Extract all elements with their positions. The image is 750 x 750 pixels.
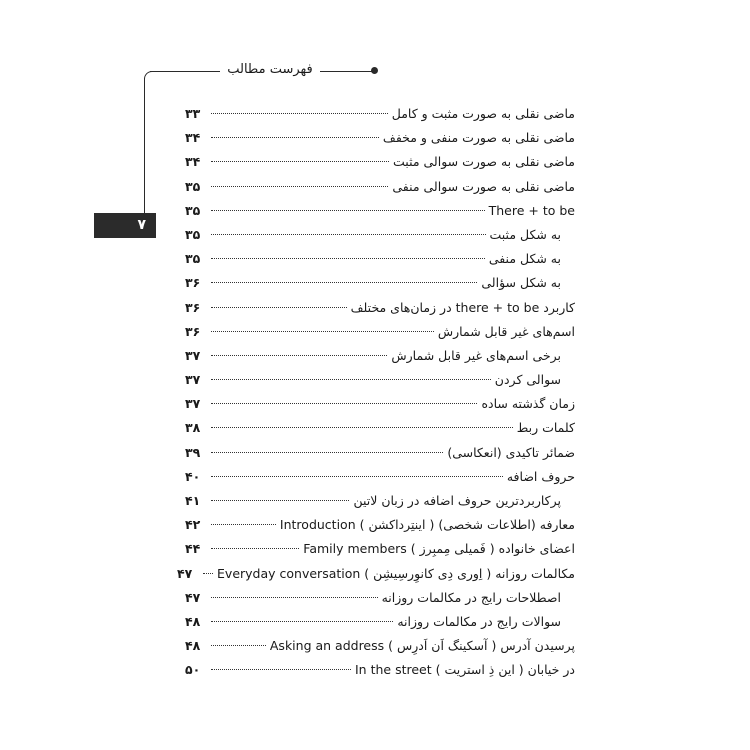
toc-entry-page-number: ۴۰ (185, 468, 201, 484)
toc-entry-page-number: ۴۷ (185, 589, 201, 605)
frame-corner (144, 71, 155, 82)
toc-entry-title: به شکل سؤالی (481, 275, 561, 291)
toc-dot-leader (211, 452, 443, 453)
toc-entry[interactable] (177, 562, 575, 586)
toc-entry-page-number: ۳۵ (185, 251, 201, 267)
toc-entry[interactable] (185, 175, 575, 199)
toc-entry-title: سوالی کردن (494, 372, 561, 388)
toc-entry-page-number: ۳۶ (185, 323, 201, 339)
toc-entry-page-number: ۳۷ (185, 396, 201, 412)
toc-dot-leader (211, 403, 477, 404)
toc-dot-leader (211, 137, 379, 138)
toc-entry[interactable] (185, 537, 575, 561)
toc-entry-title: به شکل مثبت (489, 226, 561, 242)
toc-dot-leader (211, 307, 347, 308)
toc-entry-page-number: ۴۷ (177, 565, 193, 581)
toc-entry[interactable] (185, 150, 575, 174)
toc-dot-leader (211, 669, 351, 670)
toc-entry[interactable] (185, 586, 575, 610)
toc-entry[interactable] (185, 126, 575, 150)
toc-dot-leader (211, 210, 485, 211)
toc-dot-leader (211, 379, 491, 380)
toc-dot-leader (211, 548, 299, 549)
toc-entry[interactable] (185, 489, 575, 513)
toc-entry[interactable] (185, 513, 575, 537)
toc-entry-title: سوالات رایج در مکالمات روزانه (397, 613, 561, 629)
toc-dot-leader (203, 573, 213, 574)
toc-entry-page-number: ۴۸ (185, 613, 201, 629)
toc-entry[interactable] (185, 368, 575, 392)
toc-dot-leader (211, 331, 434, 332)
toc-entry[interactable] (185, 416, 575, 440)
toc-entry-title: ضمائر تاکیدی (انعکاسی) (447, 444, 575, 460)
toc-entry[interactable] (185, 465, 575, 489)
toc-entry-page-number: ۳۵ (185, 202, 201, 218)
toc-entry-title: زمان گذشته ساده (481, 396, 575, 412)
toc-entry-page-number: ۳۴ (185, 130, 201, 146)
toc-entry[interactable] (185, 223, 575, 247)
page-title: فهرست مطالب (220, 59, 320, 81)
toc-entry-title: مکالمات روزانه ( اِوری دِی کانوِرسِیشِن ) Everyday conversation (217, 565, 575, 581)
toc-dot-leader (211, 161, 389, 162)
toc-entry[interactable] (185, 441, 575, 465)
toc-entry[interactable] (185, 199, 575, 223)
toc-entry-page-number: ۳۷ (185, 347, 201, 363)
toc-entry-page-number: ۳۴ (185, 154, 201, 170)
toc-dot-leader (211, 355, 387, 356)
toc-entry-title: ماضی نقلی به صورت سوالی مثبت (393, 154, 575, 170)
toc-dot-leader (211, 645, 266, 646)
toc-entry[interactable] (185, 634, 575, 658)
toc-entry-page-number: ۳۵ (185, 178, 201, 194)
toc-entry[interactable] (185, 320, 575, 344)
toc-dot-leader (211, 234, 486, 235)
toc-entry-page-number: ۴۲ (185, 517, 201, 533)
toc-entry[interactable] (185, 271, 575, 295)
toc-entry-title: پرکاربردترین حروف اضافه در زبان لاتین (353, 493, 561, 508)
toc-entry-title: There + to be (488, 202, 575, 218)
toc-entry-title: کلمات ربط (516, 420, 575, 436)
toc-entry-page-number: ۵۰ (185, 662, 201, 678)
toc-dot-leader (211, 113, 388, 114)
frame-vertical-rule (144, 78, 145, 213)
toc-entry[interactable] (185, 610, 575, 634)
toc-entry-title: ماضی نقلی به صورت منفی و مخفف (382, 130, 575, 146)
toc-entry-page-number: ۳۳ (185, 106, 201, 121)
toc-entry-title: کاربرد there + to be در زمان‌های مختلف (350, 299, 575, 315)
toc-entry-page-number: ۳۵ (185, 226, 201, 242)
toc-entry-title: معارفه (اطلاعات شخصی) ( اینتِرداکشن ) Introduction (279, 517, 575, 533)
toc-entry-page-number: ۴۸ (185, 638, 201, 654)
toc-dot-leader (211, 524, 276, 525)
toc-entry[interactable] (185, 296, 575, 320)
toc-entry[interactable] (185, 344, 575, 368)
toc-entry[interactable] (185, 658, 575, 682)
toc-entry-title: برخی اسم‌های غیر قابل شمارش (391, 347, 561, 363)
toc-dot-leader (211, 427, 513, 428)
toc-entry-page-number: ۳۶ (185, 275, 201, 291)
toc-entry[interactable] (185, 102, 575, 126)
toc-dot-leader (211, 597, 378, 598)
toc-entry-page-number: ۳۶ (185, 299, 201, 315)
toc-entry-page-number: ۳۸ (185, 420, 201, 436)
toc-entry-title: اصطلاحات رایج در مکالمات روزانه (381, 589, 561, 605)
toc-entry-title: در خیابان ( این ذِ استریت ) In the street (355, 662, 575, 678)
toc-entry-title: اعضای خانواده ( فَمیلی مِمبِرز ) Family members (303, 541, 575, 557)
page-number-badge: ۷ (94, 213, 156, 238)
toc-entry[interactable] (185, 392, 575, 416)
header-bullet-dot (371, 67, 378, 74)
toc-entry[interactable] (185, 247, 575, 271)
toc-entry-page-number: ۴۴ (185, 541, 201, 557)
toc-entry-title: ماضی نقلی به صورت سوالی منفی (392, 178, 575, 194)
toc-entry-title: به شکل منفی (488, 251, 561, 267)
toc-dot-leader (211, 500, 349, 501)
toc-entry-title: پرسیدن آدرس ( آسکینگ اَن اَدرِس ) Asking an address (269, 638, 575, 654)
table-of-contents (177, 102, 575, 683)
toc-dot-leader (211, 621, 393, 622)
toc-dot-leader (211, 476, 503, 477)
toc-entry-page-number: ۳۹ (185, 444, 201, 460)
toc-dot-leader (211, 258, 485, 259)
toc-entry-page-number: ۳۷ (185, 372, 201, 388)
toc-dot-leader (211, 282, 477, 283)
toc-entry-title: اسم‌های غیر قابل شمارش (437, 323, 575, 339)
toc-entry-title: ماضی نقلی به صورت مثبت و کامل (391, 106, 575, 121)
toc-entry-title: حروف اضافه (506, 468, 575, 484)
toc-dot-leader (211, 186, 388, 187)
toc-entry-page-number: ۴۱ (185, 493, 201, 508)
